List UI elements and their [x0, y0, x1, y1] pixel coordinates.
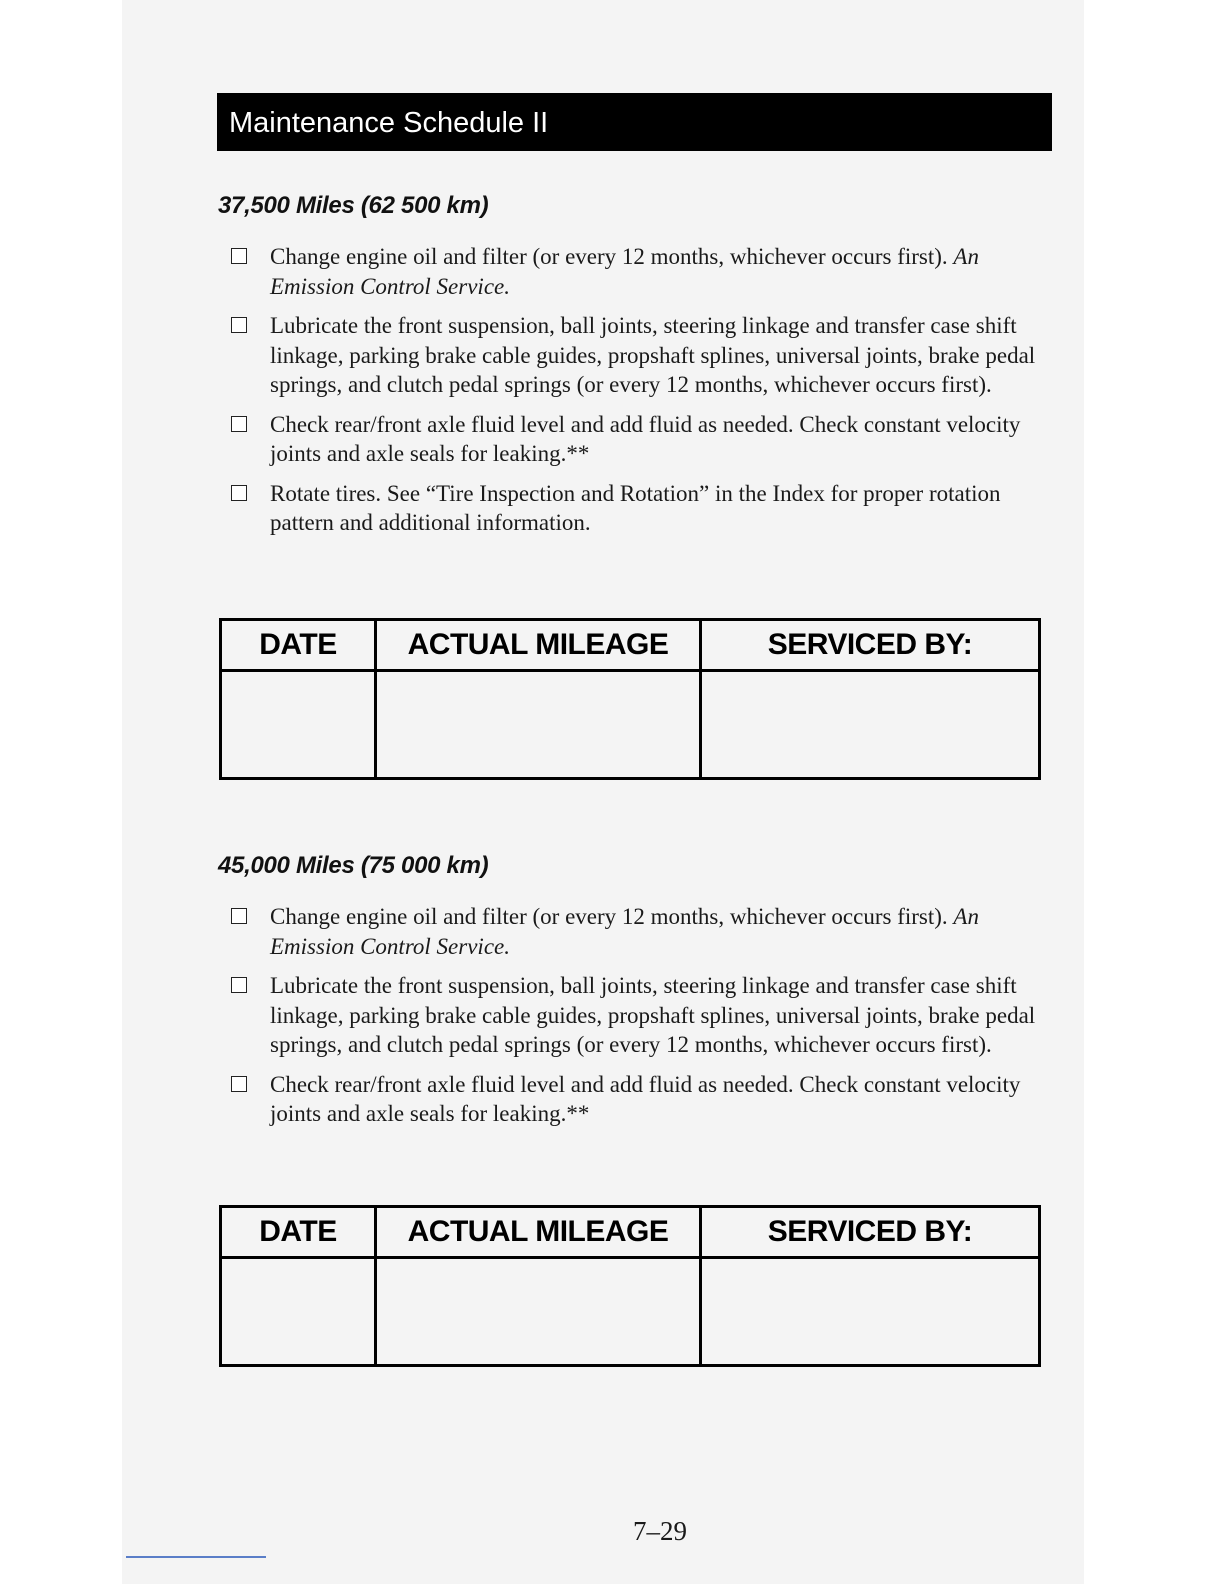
mileage-cell[interactable] [376, 1258, 701, 1366]
serviced-by-header: SERVICED BY: [701, 620, 1040, 671]
service-record-table [219, 618, 1041, 780]
task-item [218, 410, 1048, 469]
table-header-row [221, 620, 1040, 671]
table-row [221, 671, 1040, 779]
date-cell[interactable] [221, 671, 376, 779]
task-text: Lubricate the front suspension, ball joints, steering linkage and transfer case shift linkage, parking brake cable guides, propshaft splines, universal joints, brake pedal springs, and clutch pedal springs (or every 12 months, whichever occurs first). [270, 973, 1036, 1057]
task-item [218, 902, 1048, 961]
mileage-cell[interactable] [376, 671, 701, 779]
table-header-row [221, 1207, 1040, 1258]
checkbox[interactable] [231, 317, 247, 333]
task-text: Check rear/front axle fluid level and add fluid as needed. Check constant velocity joints and axle seals for leaking.** [270, 1071, 1021, 1126]
task-text: Lubricate the front suspension, ball joints, steering linkage and transfer case shift linkage, parking brake cable guides, propshaft splines, universal joints, brake pedal springs, and clutch pedal springs (or every 12 months, whichever occurs first). [270, 313, 1036, 397]
task-note: An Emission Control Service. [270, 904, 979, 959]
date-header: DATE [221, 1207, 376, 1258]
checkbox[interactable] [231, 977, 247, 993]
date-cell[interactable] [221, 1258, 376, 1366]
serviced-by-cell[interactable] [701, 671, 1040, 779]
section-37500 [218, 192, 1048, 548]
task-item [218, 1070, 1048, 1129]
checkbox[interactable] [231, 248, 247, 264]
section-title: 37,500 Miles (62 500 km) [218, 192, 489, 219]
task-note: An Emission Control Service. [270, 244, 979, 299]
checkbox[interactable] [231, 1076, 247, 1092]
task-text: Change engine oil and filter (or every 12 months, whichever occurs first). [270, 244, 954, 269]
mileage-header: ACTUAL MILEAGE [376, 620, 701, 671]
section-45000 [218, 852, 1048, 1139]
task-text: Check rear/front axle fluid level and add fluid as needed. Check constant velocity joints and axle seals for leaking.** [270, 411, 1021, 466]
date-header: DATE [221, 620, 376, 671]
checkbox[interactable] [231, 416, 247, 432]
section-title: 45,000 Miles (75 000 km) [218, 852, 489, 879]
page-title: Maintenance Schedule II [217, 93, 1052, 151]
mileage-header: ACTUAL MILEAGE [376, 1207, 701, 1258]
serviced-by-cell[interactable] [701, 1258, 1040, 1366]
task-text: Rotate tires. See “Tire Inspection and Rotation” in the Index for proper rotation pattern and additional information. [270, 480, 1001, 535]
task-item [218, 479, 1048, 538]
task-item [218, 311, 1048, 400]
corner-rule [126, 1556, 266, 1558]
checkbox[interactable] [231, 908, 247, 924]
serviced-by-header: SERVICED BY: [701, 1207, 1040, 1258]
service-record-table [219, 1205, 1041, 1367]
page-number: 7–29 [633, 1516, 687, 1546]
table-row [221, 1258, 1040, 1366]
task-item [218, 242, 1048, 301]
checkbox[interactable] [231, 485, 247, 501]
task-text: Change engine oil and filter (or every 12 months, whichever occurs first). [270, 904, 954, 929]
task-item [218, 971, 1048, 1060]
